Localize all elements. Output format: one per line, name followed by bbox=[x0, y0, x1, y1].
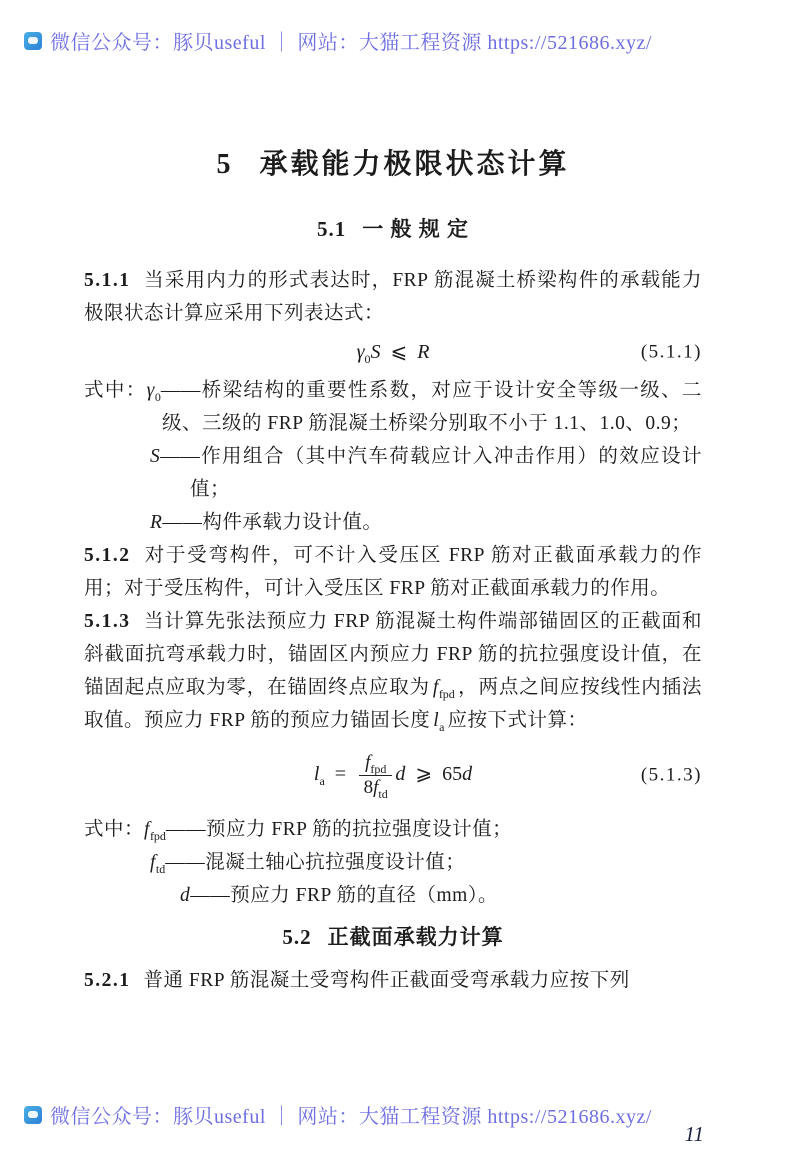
clause-5-1-2-number: 5.1.2 bbox=[84, 545, 131, 566]
chapter-title: 承载能力极限状态计算 bbox=[259, 149, 570, 180]
definition-ffpd: 式中：$f_{fpd}——$预应力 FRP 筋的抗拉强度设计值； bbox=[84, 819, 513, 843]
clause-5-1-3: 5.1.3 当计算先张法预应力 FRP 筋混凝土构件端部锚固区的正截面和斜截面抗弯承载力时，锚固区内预应力 FRP 筋的抗拉强度设计值，在锚固起点应取为零，在锚固终点应取为 $f_{fpd}$ ，两点之间应按线性内插法取值。预应力 FRP 筋的预应力锚固长度 $l_a$ 应按下式计算： bbox=[84, 611, 702, 734]
clause-5-1-1-number: 5.1.1 bbox=[84, 270, 131, 291]
symbol-definitions-2 bbox=[84, 813, 702, 912]
inline-math-la: $l_a$ bbox=[433, 710, 445, 734]
equation-5-1-1 bbox=[84, 332, 702, 372]
definition-R: R——构件承载力设计值。 bbox=[150, 512, 383, 533]
page-number: 11 bbox=[684, 1122, 704, 1146]
equation-5-1-3-body: $l_a$ = $\frac{f_{fpd}}{8f_{td}}$ d ⩾ 65d bbox=[313, 751, 473, 801]
fraction-denominator: $8f_{td}$ bbox=[363, 777, 388, 801]
fraction bbox=[359, 752, 392, 799]
symbol-definitions-1 bbox=[84, 374, 702, 539]
watermark-top bbox=[24, 26, 652, 55]
section-heading-5-2 bbox=[84, 922, 702, 952]
watermark-bottom-text: 微信公众号：豚贝useful ｜ 网站：大猫工程资源 https://521686.xyz/ bbox=[50, 1106, 652, 1128]
fraction-numerator: $f_{fpd}$ bbox=[359, 752, 392, 776]
section-heading-5-1 bbox=[84, 214, 702, 244]
section-5-2-title: 正截面承载力计算 bbox=[327, 925, 504, 949]
clause-5-1-2-text: 对于受弯构件，可不计入受压区 FRP 筋对正截面承载力的作用；对于受压构件，可计入受压区 FRP 筋对正截面承载力的作用。 bbox=[84, 545, 702, 599]
wechat-icon bbox=[24, 1106, 42, 1124]
watermark-top-text: 微信公众号：豚贝useful ｜ 网站：大猫工程资源 https://521686.xyz/ bbox=[50, 32, 652, 54]
clause-5-1-3-number: 5.1.3 bbox=[84, 611, 131, 632]
clause-5-1-1 bbox=[84, 264, 702, 330]
clause-5-2-1 bbox=[84, 964, 702, 997]
section-5-2-number: 5.2 bbox=[282, 925, 312, 949]
definition-d: d——预应力 FRP 筋的直径（mm）。 bbox=[180, 885, 499, 906]
clause-5-1-1-text: 当采用内力的形式表达时，FRP 筋混凝土桥梁构件的承载能力极限状态计算应采用下列表达式： bbox=[84, 270, 702, 324]
section-5-1-title: 一 般 规 定 bbox=[362, 217, 469, 241]
inline-math-ffpd: $f_{fpd}$ bbox=[432, 677, 455, 701]
equation-5-1-3 bbox=[84, 741, 702, 809]
equation-5-1-3-number: (5.1.3) bbox=[640, 764, 702, 786]
equation-5-1-1-body: $\gamma_0S$ ⩽ R bbox=[356, 340, 430, 366]
definition-ftd: $f_{td}——$混凝土轴心抗拉强度设计值； bbox=[150, 852, 466, 876]
chapter-heading bbox=[84, 146, 702, 184]
definition-S: S——作用组合（其中汽车荷载应计入冲击作用）的效应设计值； bbox=[150, 446, 702, 500]
clause-5-2-1-text: 普通 FRP 筋混凝土受弯构件正截面受弯承载力应按下列 bbox=[143, 970, 630, 991]
wechat-icon bbox=[24, 32, 42, 50]
section-5-1-number: 5.1 bbox=[317, 217, 347, 241]
clause-5-2-1-number: 5.2.1 bbox=[84, 970, 131, 991]
definition-gamma0: 式中：$\gamma_0——$桥梁结构的重要性系数，对应于设计安全等级一级、二级、三级的 FRP 筋混凝土桥梁分别取不小于 1.1、1.0、0.9； bbox=[84, 380, 702, 434]
equation-5-1-1-number: (5.1.1) bbox=[640, 341, 702, 363]
watermark-bottom bbox=[24, 1100, 652, 1129]
chapter-number: 5 bbox=[216, 149, 234, 180]
page-content bbox=[84, 146, 702, 997]
clause-5-1-2 bbox=[84, 539, 702, 605]
